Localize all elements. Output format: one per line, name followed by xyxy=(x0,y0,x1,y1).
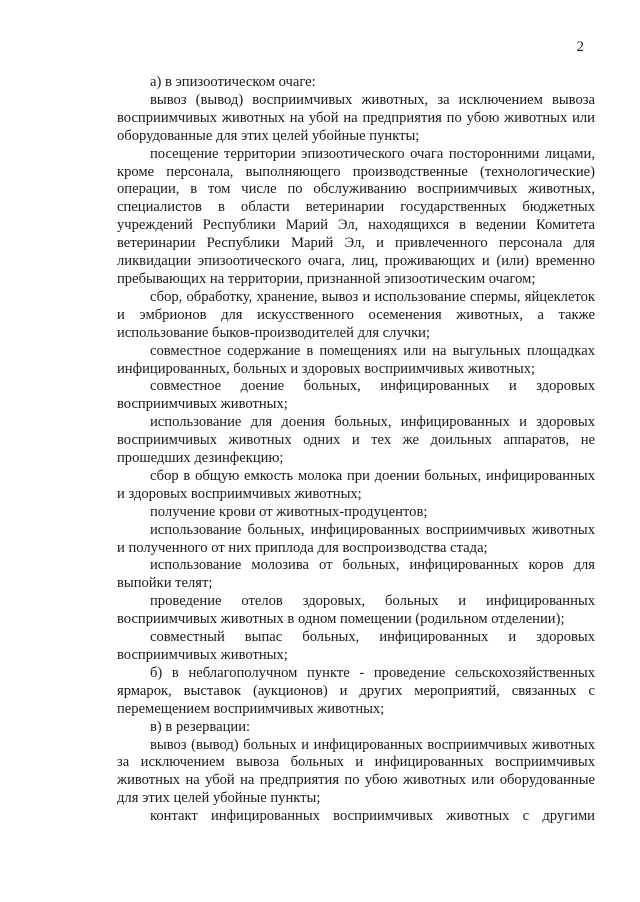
paragraph-joint-milking: совместное доение больных, инфицированных и здоровых восприимчивых животных; xyxy=(117,378,595,413)
paragraph-calving: проведение отелов здоровых, больных и инфицированных восприимчивых животных в одном помещении (родильном отделении); xyxy=(117,593,595,628)
paragraph-removal-of-animals: вывоз (вывод) восприимчивых животных, за исключением вывоза восприимчивых животных на убой на предприятия по убою животных или оборудованные для этих целей убойные пункты; xyxy=(117,91,595,144)
paragraph-milk-collection: сбор в общую емкость молока при доении больных, инфицированных и здоровых восприимчивых животных; xyxy=(117,467,595,502)
paragraph-reproduction-use: использование больных, инфицированных восприимчивых животных и полученного от них приплода для воспроизводства стада; xyxy=(117,521,595,556)
paragraph-colostrum-use: использование молозива от больных, инфицированных коров для выпойки телят; xyxy=(117,557,595,592)
paragraph-joint-grazing: совместный выпас больных, инфицированных и здоровых восприимчивых животных; xyxy=(117,629,595,663)
paragraph-blood-collection: получение крови от животных-продуцентов; xyxy=(150,503,428,520)
document-body xyxy=(117,74,595,826)
paragraph-section-b: б) в неблагополучном пункте - проведение сельскохозяйственных ярмарок, выставок (аукционов) и других мероприятий, связанных с перемещением восприимчивых животных; xyxy=(117,664,595,717)
paragraph-section-c-heading: в) в резервации: xyxy=(150,718,251,735)
paragraph-removal-infected: вывоз (вывод) больных и инфицированных восприимчивых животных за исключением вывоза больных и инфицированных восприимчивых животных на убой на предприятия по убою животных или оборудованные для этих целей убойные пункты; xyxy=(117,736,595,807)
paragraph-joint-keeping: совместное содержание в помещениях или на выгульных площадках инфицированных, больных и здоровых восприимчивых животных; xyxy=(117,342,595,377)
paragraph-visiting-territory: посещение территории эпизоотического очага посторонними лицами, кроме персонала, выполняющего производственные (технологические) операции, в том числе по обслуживанию восприимчивых животных, специалистов в области ветеринарии государственных бюджетных учреждений Республики Марий Эл, находящихся в ведении Комитета ветеринарии Республики Марий Эл, и привлеченного персонала для ликвидации эпизоотического очага, лиц, проживающих и (или) временно пребывающих на территории, признанной эпизоотическим очагом; xyxy=(117,145,595,287)
page-number: 2 xyxy=(576,39,584,55)
paragraph-contact-infected: контакт инфицированных восприимчивых животных с другими xyxy=(150,808,595,825)
paragraph-milking-apparatus: использование для доения больных, инфицированных и здоровых восприимчивых животных одних и тех же доильных аппаратов, не прошедших дезинфекцию; xyxy=(117,414,595,467)
paragraph-section-a-heading: а) в эпизоотическом очаге: xyxy=(150,74,316,90)
paragraph-sperm-collection: сбор, обработку, хранение, вывоз и использование спермы, яйцеклеток и эмбрионов для искусственного осеменения животных, а также использование быков-производителей для случки; xyxy=(117,288,595,341)
